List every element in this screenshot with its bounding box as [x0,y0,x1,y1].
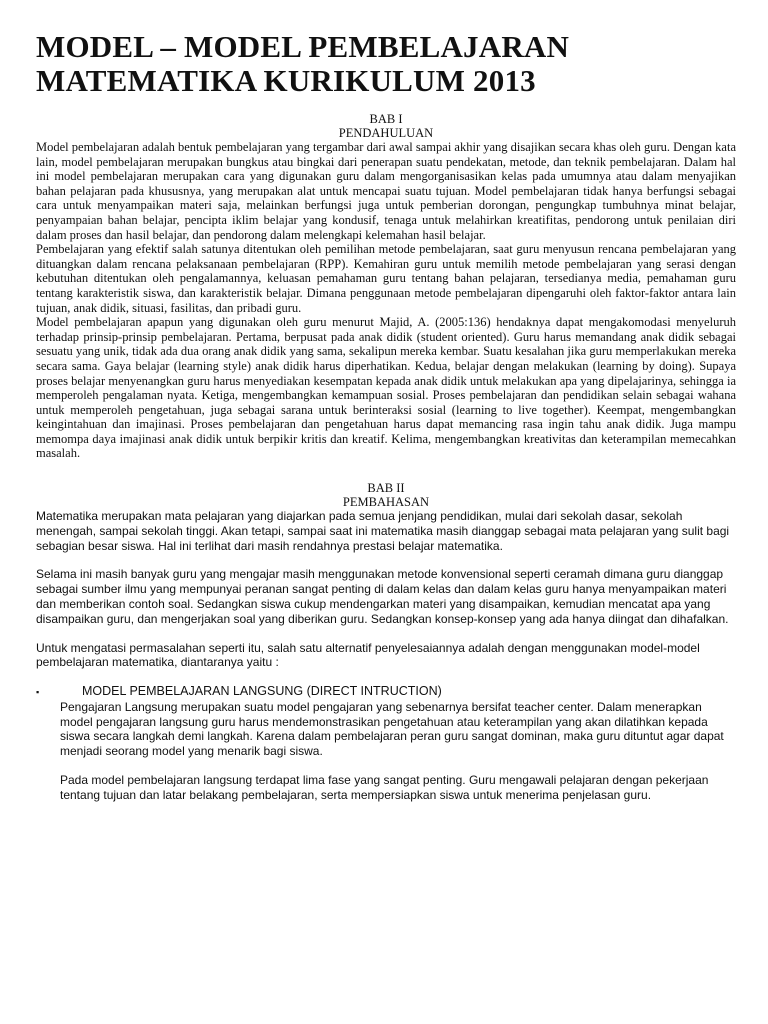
paragraph: Pada model pembelajaran langsung terdapat lima fase yang sangat penting. Guru mengawali pelajaran dengan pekerjaan tentang tujuan dan latar belakang pembelajaran, serta mempersiapkan siswa untuk menerima penjelasan guru. [60,773,709,802]
bullet-icon: ▪ [36,687,40,698]
paragraph: Pembelajaran yang efektif salah satunya ditentukan oleh pemilihan metode pembelajaran, saat guru menyusun rencana pembelajaran yang dituangkan dalam rencana pelaksanaan pembelajaran (RPP). Kemahiran guru untuk memilih metode pembelajaran yang serasi dengan kebutuhan ditentukan oleh pengalamannya, keluasan pemahaman guru tentang bahan pelajaran, tersedianya media, pemahaman guru tentang karakteristik siswa, dan karakteristik belajar. Dimana penggunaan metode pembelajaran dipengaruhi oleh faktor-faktor antara lain tujuan, anak didik, situasi, fasilitas, dan pribadi guru. [36,242,736,315]
document-title: MODEL – MODEL PEMBELAJARAN MATEMATIKA KURIKULUM 2013 [36,29,570,98]
list-item [36,684,736,700]
paragraph: Untuk mengatasi permasalahan seperti itu, salah satu alternatif penyelesaiannya adalah dengan menggunakan model-model pembelajaran matematika, diantaranya yaitu : [36,640,700,670]
paragraph: Selama ini masih banyak guru yang mengajar masih menggunakan metode konvensional seperti ceramah dimana guru dianggap sebagai sumber ilmu yang mempunyai peranan sangat penting di dalam kelas dan dalam kelas guru hanya menyampaikan materi dan memberikan contoh soal. Sedangkan siswa cukup mendengarkan materi yang disampaikan, kemudian mencatat apa yang disampaikan guru, dan mengerjakan soal yang diberikan guru. Sedangkan konsep-konsep yang ada hanya diingat dan dihafalkan. [36,567,729,626]
paragraph: Pengajaran Langsung merupakan suatu model pengajaran yang sebenarnya bersifat teacher center. Dalam menerapkan model pengajaran langsung guru harus mendemonstrasikan pengetahuan atau keterampilan yang akan dilatihkan kepada siswa secara langkah demi langkah. Karena dalam pembelajaran peran guru sangat dominan, maka guru dituntut agar dapat menjadi seorang model yang menarik bagi siswa. [60,699,724,759]
chapter-label: BAB II [367,481,405,496]
section-heading: MODEL PEMBELAJARAN LANGSUNG (DIRECT INTRUCTION) [82,684,442,699]
chapter-2 [36,481,736,803]
paragraph: Matematika merupakan mata pelajaran yang diajarkan pada semua jenjang pendidikan, mulai dari sekolah dasar, sekolah menengah, sampai sekolah tinggi. Akan tetapi, sampai saat ini matematika masih dianggap sebagai mata pelajaran yang sulit bagi sebagian besar siswa. Hal ini terlihat dari masih rendahnya prestasi belajar matematika. [36,509,730,553]
paragraph: Model pembelajaran apapun yang digunakan oleh guru menurut Majid, A. (2005:136) hendaknya dapat mengakomodasi menyeluruh terhadap prinsip-prinsip pembelajaran. Pertama, berpusat pada anak didik (student oriented). Guru harus memandang anak didik sebagai sesuatu yang unik, tidak ada dua orang anak didik yang sama, sekalipun mereka kembar. Suatu kesalahan jika guru memperlakukan mereka secara sama. Gaya belajar (learning style) anak didik harus diperhatikan. Kedua, belajar dengan melakukan (learning by doing). Supaya proses belajar menyenangkan guru harus menyediakan kesempatan kepada anak didik untuk melakukan apa yang dipelajarinya, sehingga ia memperoleh pengalaman nyata. Ketiga, mengembangkan kemampuan sosial. Proses pembelajaran dan pendidikan selain sebagai wahana untuk memperoleh pengetahuan, juga sebagai sarana untuk berinteraksi sosial (learning to live together). Keempat, mengembangkan keingintahuan dan imajinasi. Proses pembelajaran dan pengetahuan harus dapat memancing rasa ingin tahu anak didik. Juga mampu memompa daya imajinasi anak didik untuk berpikir kritis dan kreatif. Kelima, mengembangkan kreativitas dan keterampilan memecahkan masalah. [36,315,736,461]
chapter-label: BAB I [369,112,403,126]
chapter-heading: PEMBAHASAN [342,495,430,510]
chapter-1 [36,112,736,461]
chapter-heading: PENDAHULUAN [338,126,434,140]
paragraph: Model pembelajaran adalah bentuk pembelajaran yang tergambar dari awal sampai akhir yang disajikan secara khas oleh guru. Dengan kata lain, model pembelajaran merupakan bungkus atau bingkai dari penerapan suatu pendekatan, metode, dan teknik pembelajaran. Dalam hal ini model pembelajaran merupakan cara yang digunakan guru dalam mengorganisasikan kelas pada umumnya atau dalam menyajikan bahan pelajaran pada khususnya, yang merupakan alat untuk mencapai suatu tujuan. Model pembelajaran tidak hanya berfungsi sebagai cara untuk menyampaikan materi saja, melainkan berfungsi juga untuk pemberian dorongan, pengungkap tumbuhnya minat belajar, penyampaian bahan belajar, pencipta iklim belajar yang kondusif, tenaga untuk melahirkan kreatifitas, pendorong untuk penilaian diri dalam proses dan hasil belajar, dan pendorong dalam melengkapi kelemahan hasil belajar. [36,140,736,242]
